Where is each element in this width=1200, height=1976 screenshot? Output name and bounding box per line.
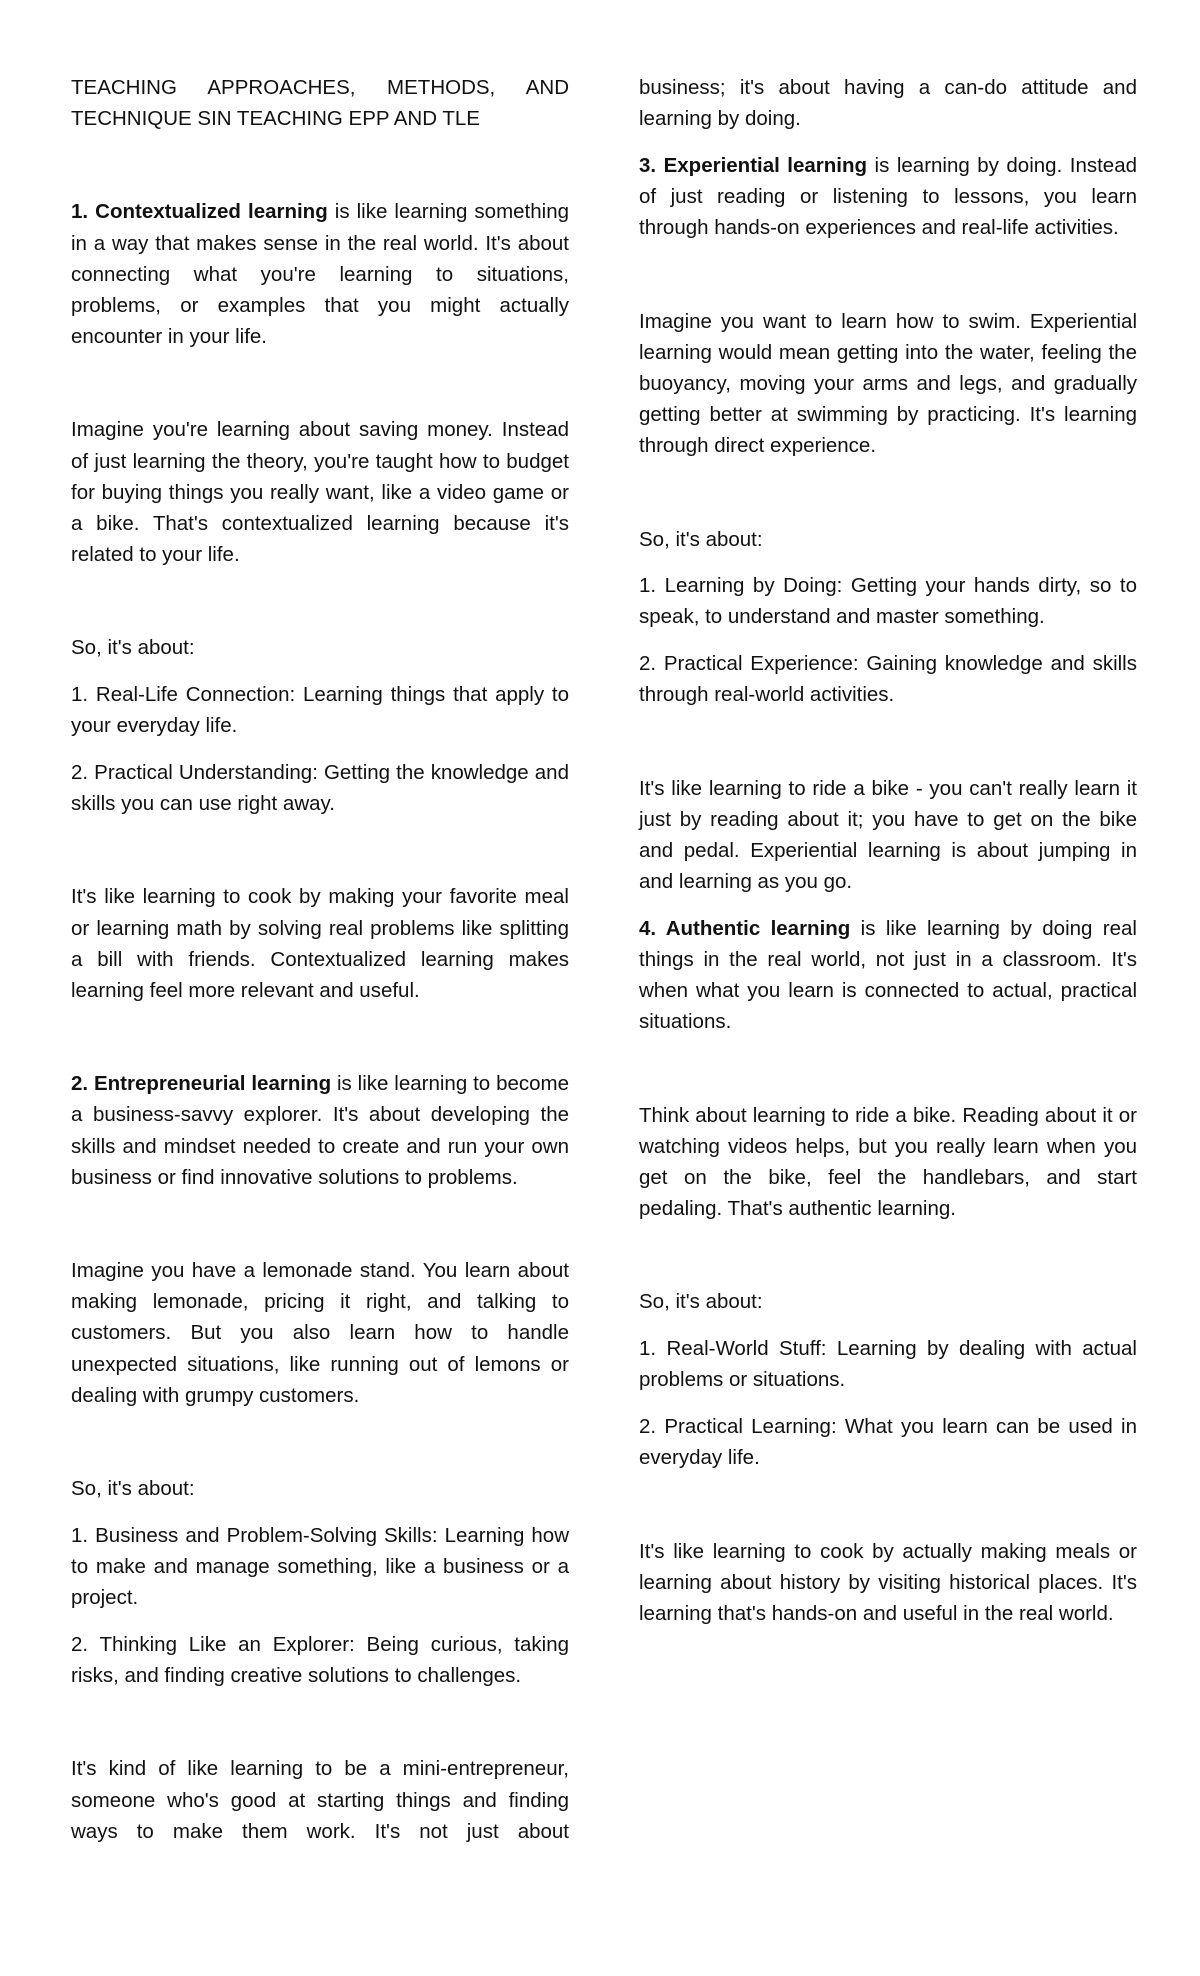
section-contextualized-point-2: 2. Practical Understanding: Getting the knowledge and skills you can use right away. [71,761,569,816]
section-contextualized-closing: It's like learning to cook by making your favorite meal or learning math by solving real problems like splitting a bill with friends. Contextualized learning makes learning feel more relevant and useful. [71,885,569,1003]
section-intro-text: is like learning by doing real things in the real world, not just in a classroom. It's when what you learn is connected to actual, practical situations. [639,916,1137,1034]
section-entrepreneurial-closing: It's kind of like learning to be a mini-entrepreneur, someone who's good at starting things and finding ways to make them work. It's not just about [71,1757,569,1843]
section-authentic-so: So, it's about: [639,1290,763,1314]
section-experiential-example: Imagine you want to learn how to swim. Experiential learning would mean getting into the water, feeling the buoyancy, moving your arms and legs, and gradually getting better at swimming by practicing. It's learning through direct experience. [639,309,1137,458]
section-authentic-point-2: 2. Practical Learning: What you learn can be used in everyday life. [639,1415,1137,1470]
section-intro-text: is learning by doing. Instead of just reading or listening to lessons, you learn through hands-on experiences and real-life activities. [639,153,1137,240]
section-entrepreneurial-example: Imagine you have a lemonade stand. You learn about making lemonade, pricing it right, and talking to customers. But you also learn how to handle unexpected situations, like running out of lemons or dealing with grumpy customers. [71,1259,569,1407]
section-experiential-closing: It's like learning to ride a bike - you can't really learn it just by reading about it; you have to get on the bike and pedal. Experiential learning is about jumping in and learning as you go. [639,776,1137,894]
section-term: Contextualized learning [95,200,328,224]
section-authentic-closing: It's like learning to cook by actually making meals or learning about history by visiting historical places. It's learning that's hands-on and useful in the real world. [639,1539,1137,1625]
section-experiential-intro [639,150,1137,244]
section-entrepreneurial-intro [71,1068,569,1193]
section-term: Experiential learning [663,153,868,177]
section-experiential-so: So, it's about: [639,527,763,551]
section-experiential-point-2: 2. Practical Experience: Gaining knowledge and skills through real-world activities. [639,652,1137,707]
section-experiential-point-1: 1. Learning by Doing: Getting your hands dirty, so to speak, to understand and master something. [639,574,1137,629]
section-number: 3. [639,153,664,177]
right-column [639,72,1137,1645]
section-entrepreneurial-closing-continued: business; it's about having a can-do attitude and learning by doing. [639,76,1137,131]
section-entrepreneurial-so: So, it's about: [71,1477,195,1501]
document-title: TEACHING APPROACHES, METHODS, AND TECHNIQUE SIN TEACHING EPP AND TLE [71,76,569,131]
section-term: Authentic learning [665,916,851,940]
section-contextualized-example: Imagine you're learning about saving money. Instead of just learning the theory, you're taught how to budget for buying things you really want, like a video game or a bike. That's contextualized learning because it's related to your life. [71,418,569,567]
left-column [71,72,569,1862]
section-contextualized-so: So, it's about: [71,636,195,660]
section-authentic-example: Think about learning to ride a bike. Reading about it or watching videos helps, but you really learn when you get on the bike, feel the handlebars, and start pedaling. That's authentic learning. [639,1103,1137,1221]
section-contextualized-intro [71,196,569,352]
section-intro-text: is like learning to become a business-savvy explorer. It's about developing the skills and mindset needed to create and run your own business or find innovative solutions to problems. [71,1072,570,1189]
section-number: 2. [71,1072,94,1096]
section-entrepreneurial-point-1: 1. Business and Problem-Solving Skills: Learning how to make and manage something, like a business or a project. [71,1523,569,1610]
section-number: 1. [71,200,96,224]
section-term: Entrepreneurial learning [93,1072,332,1096]
section-authentic-intro [639,913,1137,1038]
section-intro-text: is like learning something in a way that makes sense in the real world. It's about connecting what you're learning to situations, problems, or examples that you might actually encounter in your life. [71,200,570,349]
section-contextualized-point-1: 1. Real-Life Connection: Learning things that apply to your everyday life. [71,683,569,738]
section-authentic-point-1: 1. Real-World Stuff: Learning by dealing with actual problems or situations. [639,1337,1137,1392]
section-entrepreneurial-point-2: 2. Thinking Like an Explorer: Being curious, taking risks, and finding creative solutions to challenges. [71,1632,569,1688]
section-number: 4. [639,916,666,940]
